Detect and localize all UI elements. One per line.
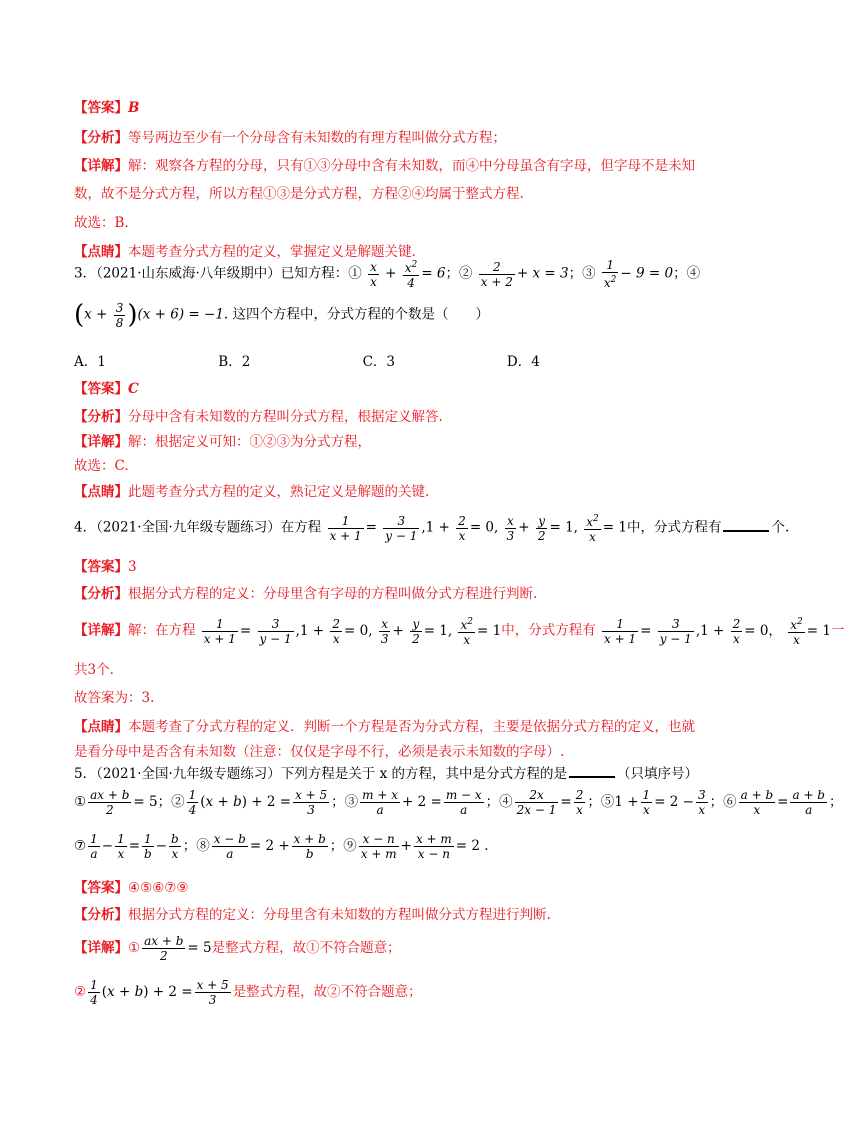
q4-mid: 中，分式方程有 [626,519,722,536]
fraction: $\frac{y}{2}$ [537,513,546,543]
option-b[interactable]: B．2 [218,354,251,370]
answer-blank[interactable] [723,530,769,532]
fraction: $\frac{x + m}{x - n}$ [415,832,452,861]
fraction: $\frac{m + x}{a}$ [362,788,399,817]
q3-tail: . 这四个方程中，分式方程的个数是（ ） [223,306,490,323]
q3-analysis: 分母中含有未知数的方程叫分式方程，根据定义解答. [128,409,443,425]
q5-detail-1: 是整式方程，故①不符合题意； [211,940,401,956]
answer-tag: 【答案】 [74,100,128,116]
fraction: $\frac{2}{x}$ [332,616,341,646]
fraction: $\frac{3}{x}$ [697,788,706,817]
q2-detail-2: 数，故不是分式方程，所以方程①③是分式方程，方程②④均属于整式方程. [74,186,524,202]
q4-prefix: 4．（2021·全国·九年级专题练习）在方程 [74,519,322,536]
q3-choose-line [74,454,129,474]
q2-answer-line [74,96,139,116]
fraction: $\frac{2x}{2x - 1}$ [516,788,557,817]
q2-analysis: 等号两边至少有一个分母含有未知数的有理方程叫做分式方程； [128,130,506,146]
q2-detail-1: 解：观察各方程的分母，只有①③分母中含有未知数，而④中分母虽含有字母，但字母不是未知 [128,158,695,174]
fraction: $\frac{1}{x + 1}$ [203,616,236,646]
q2-analysis-line [74,126,506,146]
answer-tag: 【答案】 [74,880,128,896]
fraction: $\frac{1}{4}$ [188,788,197,817]
q5-detail-line-2: ② $\frac{1}{4}$ (x + b) + 2 = $\frac{x + 5}{3}$ 是整式方程，故②不符合题意； [74,978,422,1007]
comment-tag: 【点睛】 [74,719,128,735]
fraction: $\frac{x + 5}{3}$ [295,788,328,817]
q3-stem-line-2: (x + $\frac{3}{8}$ )(x + 6) = −1. 这四个方程中，分式方程的个数是（ ） [74,300,490,330]
q3-choose: 故选：C. [74,458,129,474]
q5-equations-line-2: ⑦ $\frac{1}{a}$ − $\frac{1}{x}$ = $\frac{1}{b}$ − $\frac{b}{x}$ ；⑧ $\frac{x - b}{a}$ = 2 + $\frac{x + b}{b}$ ；⑨ $\frac{x - n}{x + m}$ + $\frac{x + m}{x - n}$ = 2 . [74,832,489,861]
q3-options [74,350,647,370]
analysis-tag: 【分析】 [74,409,128,425]
q2-choose: 故选：B. [74,215,129,231]
answer-blank[interactable] [569,776,615,778]
q2-detail-line-2 [74,182,524,202]
fraction: $\frac{x + 5}{3}$ [196,978,229,1007]
fraction: $\frac{2}{x}$ [458,513,466,543]
analysis-tag: 【分析】 [74,907,128,923]
fraction: $\frac{b}{x}$ [171,832,179,861]
fraction: $\frac{x}{3}$ [506,513,515,543]
fraction: $\frac{ax + b}{2}$ [144,934,184,963]
q4-detail-line-2 [74,658,114,678]
fraction: $\frac{x^2}{4}$ [404,260,418,290]
q2-answer: B [128,100,140,116]
option-d[interactable]: D．4 [506,354,540,370]
q5-answer: ④⑤⑥⑦⑨ [128,880,189,896]
analysis-tag: 【分析】 [74,586,128,602]
q4-answer-line [74,555,137,575]
q4-final-line [74,686,154,706]
fraction: $\frac{3}{y - 1}$ [259,616,292,646]
detail-tag: 【详解】 [74,940,128,956]
fraction: $\frac{1}{4}$ [90,978,98,1007]
fraction: $\frac{3}{y - 1}$ [659,616,692,646]
q5-detail-line: 【详解】① $\frac{ax + b}{2}$ = 5是整式方程，故①不符合题意； [74,934,401,963]
q3-eq4: (x + 6) = −1 [137,306,224,323]
fraction: $\frac{x^2}{x}$ [586,514,599,544]
q5-equations-line-1: ① $\frac{ax + b}{2}$ = 5；② $\frac{1}{4}$ (x + b) + 2 = $\frac{x + 5}{3}$ ；③ $\frac{m + x}{a}$ + 2 = $\frac{m - x}{a}$ ；④ $\frac{2x}{2x - 1}$ = $\frac{2}{x}$ ；⑤1 + $\frac{1}{x}$ = 2 − $\frac{3}{x}$ ；⑥ $\frac{a + b}{x}$ = $\frac{a + b}{a}$ ； [74,788,843,817]
fraction: $\frac{a + b}{x}$ [740,788,774,817]
q4-comment-1: 本题考查了分式方程的定义．判断一个方程是否为分式方程，主要是依据分式方程的定义，也就 [128,719,695,735]
fraction: $\frac{1}{b}$ [144,832,152,861]
q4-suffix: 个. [771,519,790,536]
fraction: $\frac{3}{y - 1}$ [385,513,418,543]
q4-analysis: 根据分式方程的定义：分母里含有字母的方程叫做分式方程进行判断. [128,586,538,602]
option-a[interactable]: A．1 [74,354,106,370]
q5-mark-1: ① [128,940,141,956]
fraction: $\frac{1}{x + 1}$ [604,616,637,646]
q3-answer: C [128,381,139,397]
q2-comment-line [74,240,416,260]
fraction: $\frac{x + b}{b}$ [293,832,326,861]
q4-detail-2: 共3个. [74,662,114,678]
q4-answer: 3 [128,559,137,575]
fraction: $\frac{1}{x^2}$ [603,258,617,290]
q5-prefix: 5．（2021·全国·九年级专题练习）下列方程是关于 x 的方程，其中是分式方程的是 [74,766,567,782]
fraction: $\frac{x^2}{x}$ [460,617,473,647]
q5-analysis: 根据分式方程的定义：分母里含有未知数的方程叫做分式方程进行判断. [128,907,551,923]
fraction: $\frac{1}{x}$ [642,788,651,817]
q5-mark-2: ② [74,984,87,1000]
answer-tag: 【答案】 [74,381,128,397]
option-c[interactable]: C．3 [362,354,396,370]
fraction: $\frac{x - n}{x + m}$ [360,832,397,861]
fraction: $\frac{x}{x}$ [370,259,377,289]
fraction: $\frac{x^2}{x}$ [790,617,803,647]
analysis-tag: 【分析】 [74,130,128,146]
q4-detail-c: 一 [830,622,844,639]
q3-stem-line: 3．（2021·山东威海·八年级期中）已知方程：① $\frac{x}{x}$ + $\frac{x^2}{4}$ = 6；② $\frac{2}{x + 2}$ + x = 3；③ $\frac{1}{x^2}$ − 9 = 0；④ [74,258,701,290]
q2-choose-line [74,211,129,231]
fraction: $\frac{2}{x + 2}$ [480,259,513,289]
answer-tag: 【答案】 [74,559,128,575]
q2-comment: 本题考查分式方程的定义，掌握定义是解题关键. [128,244,416,260]
comment-tag: 【点睛】 [74,484,128,500]
q4-detail-a: 解：在方程 [128,622,196,639]
q5-answer-line [74,876,189,896]
q4-detail-line: 【详解】解：在方程 $\frac{1}{x + 1}$ = $\frac{3}{y - 1}$ ,1 + $\frac{2}{x}$ = 0, $\frac{x}{3}$ + $\frac{y}{2}$ = 1, $\frac{x^2}{x}$ = 1中，分式方程有 $\frac{1}{x + 1}$ = $\frac{3}{y - 1}$ ,1 + $\frac{2}{x}$ = 0， $\frac{x^2}{x}$ = 1一 [74,616,844,647]
q3-eq1-rhs: = 6 [421,265,446,282]
q4-stem-line: 4．（2021·全国·九年级专题练习）在方程 $\frac{1}{x + 1}$ = $\frac{3}{y - 1}$ ,1 + $\frac{2}{x}$ = 0, $\frac{x}{3}$ + $\frac{y}{2}$ = 1, $\frac{x^2}{x}$ = 1中，分式方程有 个. [74,513,790,544]
fraction: $\frac{2}{x}$ [732,616,741,646]
detail-tag: 【详解】 [74,434,128,450]
q3-comment-line [74,480,429,500]
fraction: $\frac{a + b}{a}$ [792,788,825,817]
fraction: $\frac{1}{x}$ [117,832,125,861]
fraction: $\frac{x - b}{a}$ [213,832,246,861]
q3-detail-line [74,430,371,450]
q3-sep-4: ；④ [673,265,701,282]
detail-tag: 【详解】 [74,622,128,639]
q4-comment-2: 是看分母中是否含有未知数（注意：仅仅是字母不行，必须是表示未知数的字母）. [74,744,565,760]
fraction: $\frac{1}{x + 1}$ [329,513,362,543]
q5-detail-2: 是整式方程，故②不符合题意； [232,984,422,1000]
fraction: $\frac{2}{x}$ [575,788,584,817]
fraction: $\frac{y}{2}$ [412,616,420,646]
fraction: $\frac{ax + b}{2}$ [90,788,130,817]
q3-eq2-rhs: + x = 3 [516,265,569,282]
q4-comment-line [74,715,695,735]
q3-answer-line [74,377,139,397]
q5-analysis-line [74,903,551,923]
detail-tag: 【详解】 [74,158,128,174]
q3-prefix: 3．（2021·山东威海·八年级期中）已知方程：① [74,265,362,282]
q3-eq3-rhs: − 9 = 0 [620,265,674,282]
q2-detail-line [74,154,695,174]
fraction: $\frac{m - x}{a}$ [445,788,482,817]
q3-comment: 此题考查分式方程的定义，熟记定义是解题的关键. [128,484,430,500]
fraction: $\frac{3}{8}$ [115,300,124,330]
q5-stem-line [74,762,698,782]
q5-suffix: （只填序号） [616,766,698,782]
fraction: $\frac{1}{a}$ [90,832,98,861]
q3-sep-2: ；② [445,265,473,282]
comment-tag: 【点睛】 [74,244,128,260]
q4-final: 故答案为：3. [74,690,155,706]
q4-comment-line-2 [74,740,564,760]
q3-analysis-line [74,405,443,425]
fraction: $\frac{x}{3}$ [380,616,389,646]
q4-detail-b: 中，分式方程有 [501,622,596,639]
q4-analysis-line [74,582,537,602]
q3-detail: 解：根据定义可知：①②③为分式方程， [128,434,371,450]
q3-sep-3: ；③ [568,265,596,282]
